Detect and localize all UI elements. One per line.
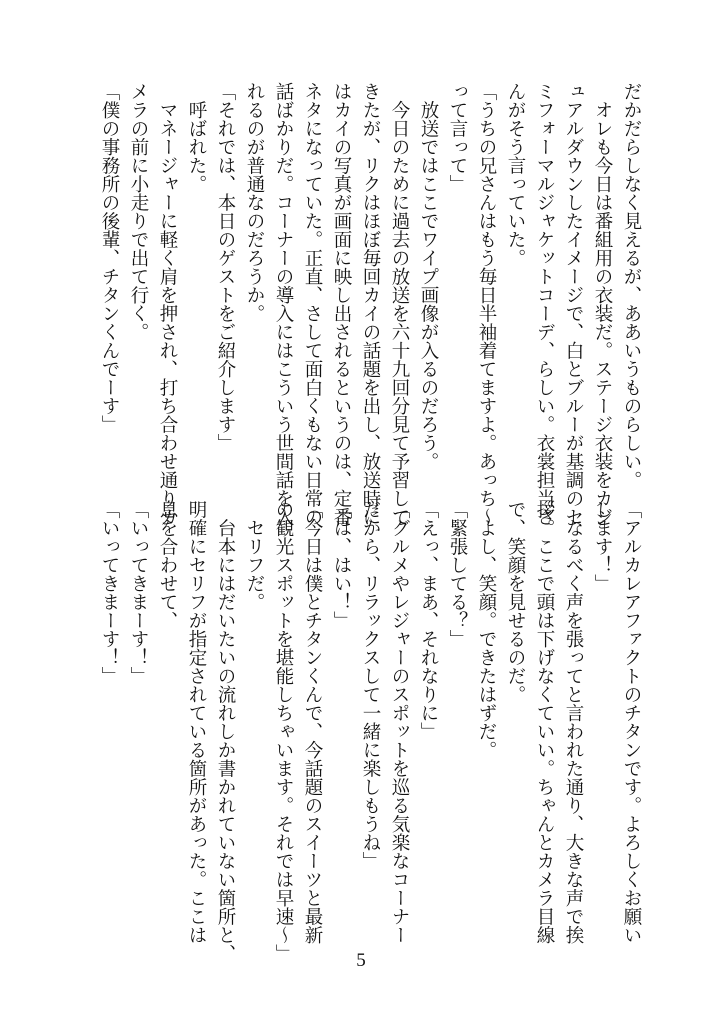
text-line: 「アルカレアファクトのチタンです。よろしくお願い [621, 500, 642, 944]
text-line: だかだらしなく見えるが、ああいうものらしい。 [621, 82, 642, 489]
text-line: ミフォーマルジャケットコーデ、らしい。衣裳担当さ [534, 82, 555, 526]
text-line: れるのが普通なのだろうか。 [244, 82, 265, 323]
text-line: 「えっ、まあ、それなりに」 [418, 500, 439, 741]
text-line: 話ばかりだ。コーナーの導入にはこういう世間話を入 [273, 82, 294, 526]
text-line: 今日のために過去の放送を六十九回分見て予習して [389, 82, 410, 526]
text-line: 呼ばれた。 [186, 82, 207, 193]
text-line: します！」 [592, 500, 613, 593]
text-line: 「うちの兄さんはもう毎日半袖着てますよ。あっち〜 [476, 82, 497, 526]
text-line: の観光スポットを堪能しちゃいます。それでは早速〜」 [273, 500, 294, 963]
text-line: 「は、はい！」 [331, 500, 352, 630]
text-line: 放送ではここでワイプ画像が入るのだろう。 [418, 82, 439, 471]
text-line: ネタになっていた。正直、さして面白くもない日常の [302, 82, 323, 526]
text-line: 明確にセリフが指定されている箇所があった。ここは [186, 500, 207, 944]
text-line: オレも今日は番組用の衣装だ。ステージ衣装をカジ [592, 82, 613, 526]
text-line: セリフだ。 [244, 500, 265, 611]
text-line: 「緊張してる？」 [447, 500, 468, 648]
page-number: 5 [356, 950, 366, 971]
text-line: だから、リラックスして一緒に楽しもうね」 [360, 500, 381, 870]
text-line: 息を合わせて、 [157, 500, 178, 630]
text-line: よし、笑顔。できたはずだ。 [476, 500, 497, 759]
text-line: なるべく声を張ってと言われた通り、大きな声で挨 [563, 500, 584, 944]
text-line: 「僕の事務所の後輩、チタンくんでーす」 [99, 82, 120, 434]
text-line: って言って」 [447, 82, 468, 193]
text-line: マネージャーに軽く肩を押され、打ち合わせ通りカ [157, 82, 178, 526]
text-line: 「それでは、本日のゲストをご紹介します」 [215, 82, 236, 452]
text-line: ュアルダウンしたイメージで、白とブルーが基調のセ [563, 82, 584, 526]
lower-text-column [95, 500, 646, 963]
text-line: んがそう言っていた。 [505, 82, 526, 267]
text-line: 「グルメやレジャーのスポットを巡る気楽なコーナー [389, 500, 410, 944]
text-line: 「いってきまーす！」 [99, 500, 120, 685]
text-line: 台本にはだいたいの流れしか書かれていない箇所と、 [215, 500, 236, 963]
text-line: はカイの写真が画面に映し出されるというのは、定番 [331, 82, 352, 526]
text-line: 拶。ここで頭は下げなくていい。ちゃんとカメラ目線 [534, 500, 555, 944]
text-line: で、笑顔を見せるのだ。 [505, 500, 526, 704]
text-line: きたが、リクはほぼ毎回カイの話題を出し、放送時に [360, 82, 381, 526]
text-line: 「今日は僕とチタンくんで、今話題のスイーツと最新 [302, 500, 323, 944]
text-line: 「いってきまーす！」 [128, 500, 149, 685]
text-line: メラの前に小走りで出て行く。 [128, 82, 149, 341]
upper-text-column [95, 82, 646, 526]
